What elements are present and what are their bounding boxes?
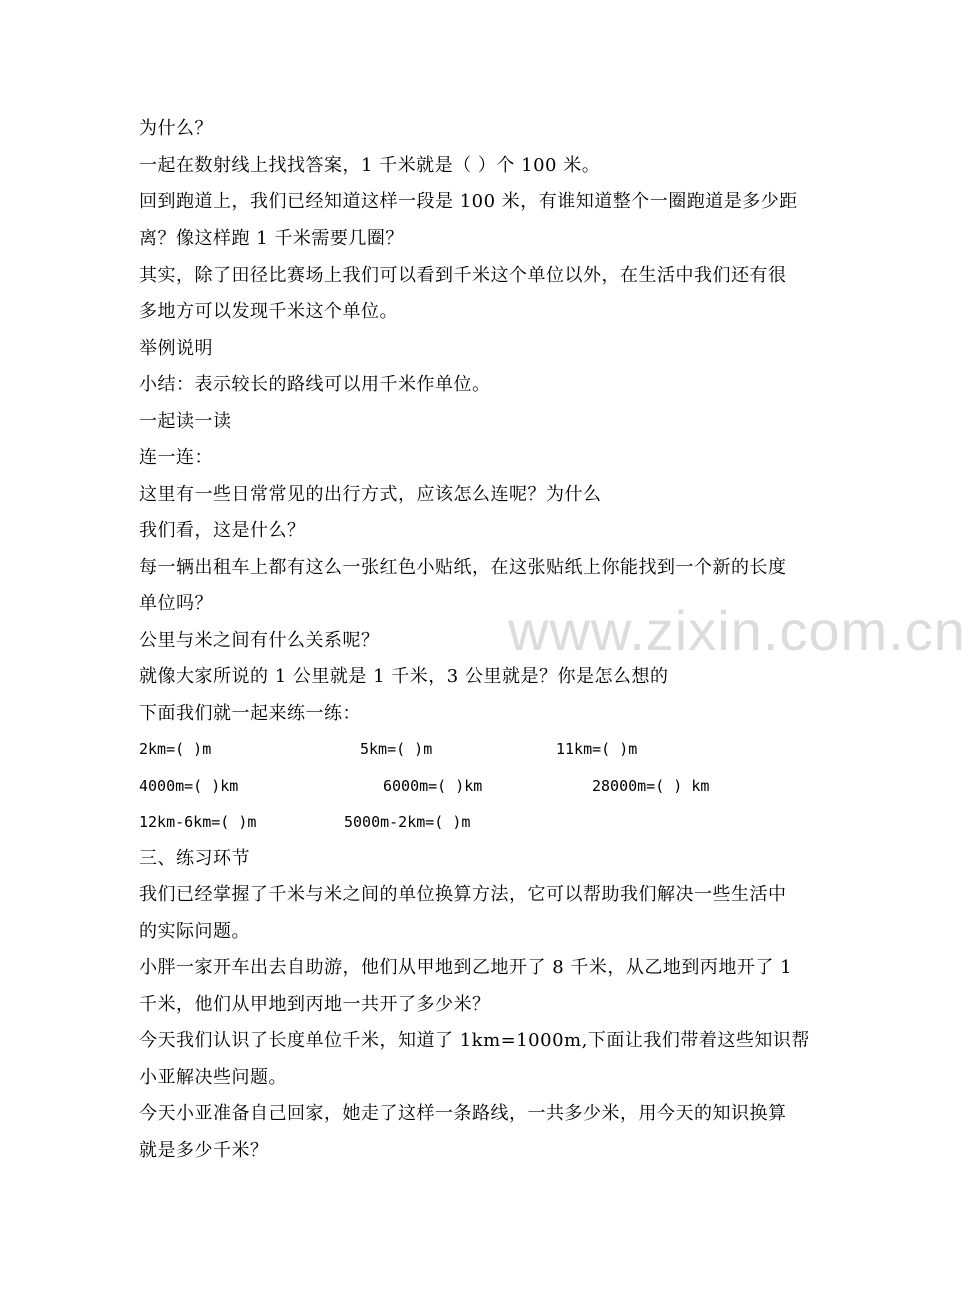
text-line: 小亚解决些问题。 bbox=[139, 1067, 287, 1088]
text-line: 下面我们就一起来练一练： bbox=[139, 703, 361, 724]
exercise-item: 6000m=( )km bbox=[383, 777, 483, 795]
text-line: 公里与米之间有什么关系呢？ bbox=[139, 630, 380, 651]
text-line: 的实际问题。 bbox=[139, 921, 250, 942]
text-line: 一起读一读 bbox=[139, 411, 232, 432]
exercise-item: 5km=( )m bbox=[360, 740, 433, 758]
text-line: 今天小亚准备自己回家，她走了这样一条路线，一共多少米，用今天的知识换算 bbox=[139, 1103, 787, 1124]
text-line: 今天我们认识了长度单位千米，知道了 1km=1000m,下面让我们带着这些知识帮 bbox=[139, 1030, 810, 1051]
text-line: 这里有一些日常常见的出行方式，应该怎么连呢？为什么 bbox=[139, 484, 602, 505]
text-line: 一起在数射线上找找答案，1 千米就是（ ）个 100 米。 bbox=[139, 155, 601, 176]
exercise-item: 11km=( )m bbox=[556, 740, 638, 758]
text-line: 离？像这样跑 1 千米需要几圈？ bbox=[139, 228, 404, 249]
text-line: 千米，他们从甲地到丙地一共开了多少米？ bbox=[139, 994, 491, 1015]
exercise-item: 12km-6km=( )m bbox=[139, 813, 257, 831]
text-line: 就是多少千米？ bbox=[139, 1140, 269, 1161]
text-line: 多地方可以发现千米这个单位。 bbox=[139, 301, 398, 322]
text-line: 举例说明 bbox=[139, 338, 213, 359]
exercise-item: 28000m=( ) km bbox=[592, 777, 710, 795]
watermark: www.zixin.com.cn bbox=[508, 599, 966, 662]
text-line: 我们已经掌握了千米与米之间的单位换算方法，它可以帮助我们解决一些生活中 bbox=[139, 884, 787, 905]
exercise-item: 4000m=( )km bbox=[139, 777, 239, 795]
text-line: 我们看，这是什么？ bbox=[139, 520, 306, 541]
text-line: 小结：表示较长的路线可以用千米作单位。 bbox=[139, 374, 491, 395]
text-line: 就像大家所说的 1 公里就是 1 千米，3 公里就是？你是怎么想的 bbox=[139, 666, 669, 687]
section-heading: 三、练习环节 bbox=[139, 848, 250, 869]
exercise-item: 5000m-2km=( )m bbox=[344, 813, 471, 831]
text-line: 连一连： bbox=[139, 447, 213, 468]
text-line: 其实，除了田径比赛场上我们可以看到千米这个单位以外，在生活中我们还有很 bbox=[139, 265, 787, 286]
text-line: 小胖一家开车出去自助游，他们从甲地到乙地开了 8 千米，从乙地到丙地开了 1 bbox=[139, 957, 793, 978]
text-line: 单位吗？ bbox=[139, 593, 213, 614]
text-line: 回到跑道上，我们已经知道这样一段是 100 米，有谁知道整个一圈跑道是多少距 bbox=[139, 191, 798, 212]
text-line: 每一辆出租车上都有这么一张红色小贴纸，在这张贴纸上你能找到一个新的长度 bbox=[139, 557, 787, 578]
exercise-item: 2km=( )m bbox=[139, 740, 212, 758]
text-line: 为什么？ bbox=[139, 118, 213, 139]
